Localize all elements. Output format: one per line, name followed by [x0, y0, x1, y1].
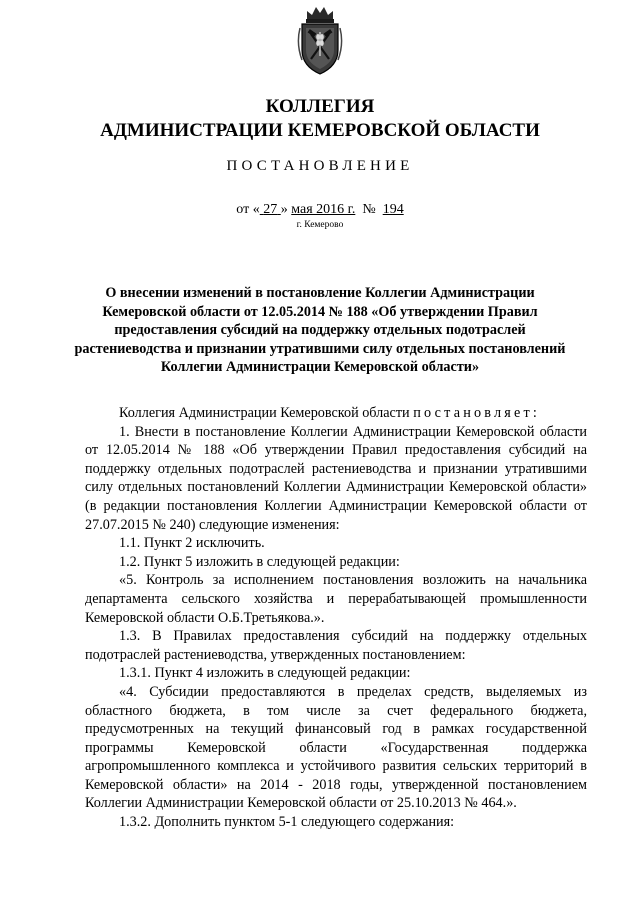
- body-paragraph: 1. Внести в постановление Коллегии Администрации Кемеровской области от 12.05.2014 № 188 «Об утверждении Правил предоставления субсидий на поддержку отдельных подотраслей растениеводства и признании утратившими силу отдельных постановлений Коллегии Администрации Кемеровской области» (в редакции постановления Коллегии Администрации Кемеровской области от 27.07.2015 № 240) следующие изменения:: [85, 423, 587, 533]
- intro-paragraph: Коллегия Администрации Кемеровской области постановляет:: [119, 405, 541, 421]
- document-type: ПОСТАНОВЛЕНИЕ: [226, 158, 414, 174]
- date-month-year: мая 2016 г.: [291, 202, 356, 217]
- body-paragraph: 1.3.2. Дополнить пунктом 5-1 следующего содержания:: [119, 814, 455, 831]
- body-paragraph: 1.3.1. Пункт 4 изложить в следующей редакции:: [119, 665, 411, 682]
- date-day: 27: [263, 202, 278, 217]
- body-paragraph: «5. Контроль за исполнением постановления возложить на начальника департамента сельского хозяйства и перерабатывающей промышленности Кемеровской области О.Б.Третьякова.».: [85, 572, 587, 626]
- date-number-line: [0, 202, 640, 218]
- document-title: О внесении изменений в постановление Коллегии Администрации Кемеровской области от 12.05.2014 № 188 «Об утверждении Правил предоставления субсидий на поддержку отдельных подотраслей растениеводства и признании утратившими силу отдельных постановлений Коллегии Администрации Кемеровской области»: [74, 285, 566, 376]
- body-paragraph: 1.1. Пункт 2 исключить.: [119, 535, 265, 552]
- body-paragraph: 1.2. Пункт 5 изложить в следующей редакции:: [119, 553, 400, 570]
- date-prefix: от «: [236, 202, 260, 217]
- document-body: [85, 404, 587, 832]
- number-sign: №: [362, 202, 376, 217]
- body-paragraph: 1.3. В Правилах предоставления субсидий на поддержку отдельных подотраслей растениеводства, утвержденных постановлением:: [85, 628, 587, 663]
- kemerovo-coat-of-arms-icon: [296, 4, 344, 82]
- body-paragraph: «4. Субсидии предоставляются в пределах средств, выделяемых из областного бюджета, в том числе за счет федерального бюджета, предусмотренных на текущий финансовый год в рамках государственной программы Кемеровской области «Государственная поддержка агропромышленного комплекса и устойчивого развития сельских территорий в Кемеровской области» на 2014 - 2018 годы, утвержденной постановлением Коллегии Администрации Кемеровской области от 25.10.2013 № 464.».: [85, 683, 587, 812]
- document-number: 194: [382, 202, 404, 217]
- date-mid: »: [280, 202, 288, 217]
- city-label: г. Кемерово: [296, 220, 344, 230]
- org-name-line-1: КОЛЛЕГИЯ: [265, 96, 375, 117]
- resolve-word: постановляет:: [413, 405, 541, 421]
- org-name-line-2: АДМИНИСТРАЦИИ КЕМЕРОВСКОЙ ОБЛАСТИ: [100, 120, 540, 141]
